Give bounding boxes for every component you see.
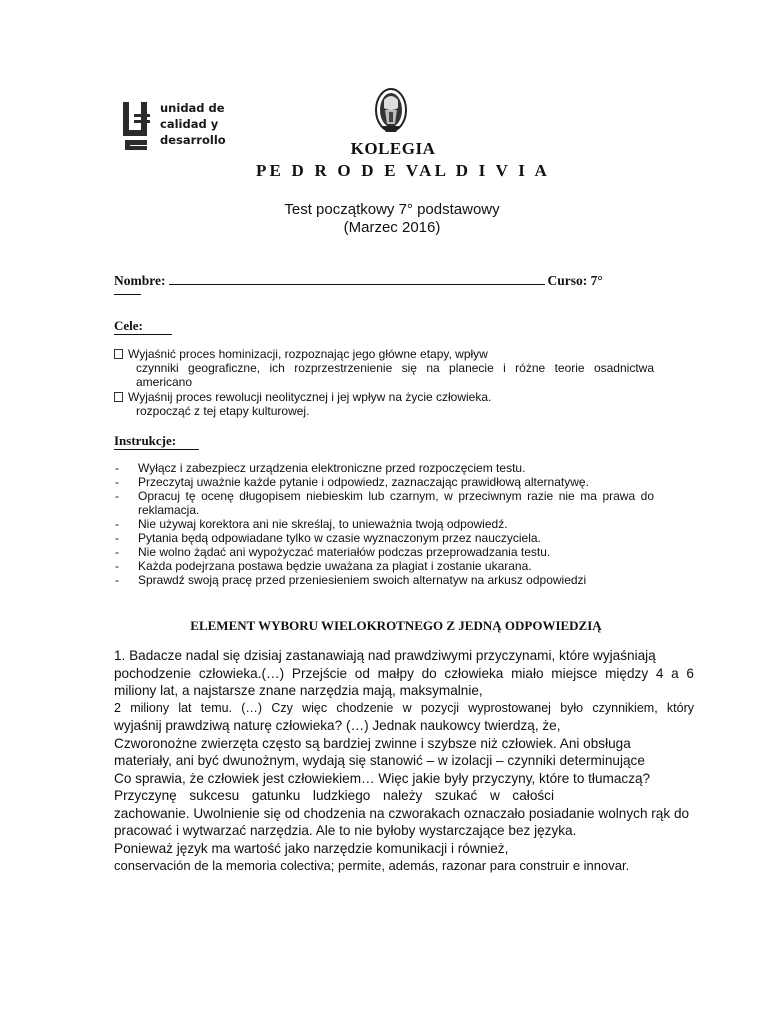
question-line: Przyczynę sukcesu gatunku ludzkiego należy szukać w całości [114,788,554,803]
logo-text-line: desarrollo [160,133,226,147]
logo-text-line: unidad de [160,101,225,115]
objective-line: czynniki geograficzne, ich rozprzestrzenienie się na planecie i różne teorie osadnictwa [136,361,654,375]
question-line: 2 miliony lat temu. (…) Czy więc chodzenie w pozycji wyprostowanej było czynnikiem, który [114,700,694,715]
checkbox-square-icon [114,349,123,359]
question-line: wyjaśnij prawdziwą naturę człowieka? (…) Jednak naukowcy twierdzą, że, [114,718,561,733]
objective-line: americano [136,375,193,389]
test-date: (Marzec 2016) [343,219,441,236]
objectives-heading [114,318,172,335]
objective-line: Wyjaśnić proces hominizacji, rozpoznając jego główne etapy, wpływ [128,347,488,361]
instruction-item: - Wyłącz i zabezpiecz urządzenia elektroniczne przed rozpoczęciem testu. [114,461,654,475]
question-line: miliony lat, a najstarsze znane narzędzia mają, maksymalnie, [114,683,483,698]
instruction-item: - Przeczytaj uważnie każde pytanie i odpowiedz, zaznaczając prawidłową alternatywę. [114,475,654,489]
logo-text-line: calidad y [160,117,219,131]
question-line: Ponieważ język ma wartość jako narzędzie komunikacji i również, [114,840,509,856]
instruction-item: - Pytania będą odpowiadane tylko w czasie wyznaczonym przez nauczyciela. [114,531,654,545]
question-line: conservación de la memoria colectiva; permite, además, razonar para construir e innovar. [114,858,630,873]
objective-item [114,347,654,389]
school-crest-icon [372,86,410,136]
question-line: 1. Badacze nadal się dzisiaj zastanawiają nad prawdziwymi przyczynami, które wyjaśniają [114,648,656,663]
instructions-heading [114,433,199,450]
student-info-line [114,272,603,289]
question-line: pochodzenie człowieka.(…) Przejście od małpy do człowieka miało miejsce między 4 a 6 [114,665,694,681]
school-name-line2: PE D R O D E VAL D I V I A [255,161,551,180]
school-name-line1: KOLEGIA [350,139,436,158]
checkbox-square-icon [114,392,123,402]
course-label: Curso: 7° [547,273,603,288]
question-line: Czworonożne zwierzęta często są bardziej zwinne i szybsze niż człowiek. Ani obsługa [114,735,631,751]
instruction-item: - Nie wolno żądać ani wypożyczać materiałów podczas przeprowadzania testu. [114,545,654,559]
question-line: zachowanie. Uwolnienie się od chodzenia na czworakach oznaczało posiadanie wolnych rąk do [114,805,690,821]
objective-item [114,390,654,418]
course-blank-line[interactable] [114,294,141,295]
question-paragraph [114,647,694,875]
question-line: pracować i wytwarzać narzędzia. Ale to nie byłoby wystarczające bez języka. [114,823,577,838]
objective-line: Wyjaśnij proces rewolucji neolitycznej i jej wpływ na życie człowieka. [128,390,492,404]
question-line: materiały, ani być dwunożnym, wydają się stanowić – w izolacji – czynniki determinujące [114,753,645,768]
instruction-item: - Każda podejrzana postawa będzie uważana za plagiat i zostanie ukarana. [114,559,654,573]
instruction-item: - Opracuj tę ocenę długopisem niebieskim lub czarnym, w przeciwnym razie nie ma prawa do reklamacja. [114,489,654,517]
name-blank-line[interactable] [169,272,545,285]
name-label: Nombre: [114,273,166,288]
instructions-heading-label: Instrukcje: [114,433,177,448]
section-title: ELEMENT WYBORU WIELOKROTNEGO Z JEDNĄ ODPOWIEDZIĄ [190,618,602,633]
objective-line: rozpocząć z tej etapy kulturowej. [136,404,310,418]
objectives-heading-label: Cele: [114,318,143,333]
question-line: Co sprawia, że człowiek jest człowiekiem… Więc jakie były przyczyny, które to tłumaczą? [114,770,651,786]
instructions-list [114,461,654,587]
test-title: Test początkowy 7° podstawowy [284,201,500,218]
instruction-item: - Nie używaj korektora ani nie skreślaj, to unieważnia twoją odpowiedź. [114,517,654,531]
instruction-item: - Sprawdź swoją pracę przed przeniesieniem swoich alternatyw na arkusz odpowiedzi [114,573,654,587]
